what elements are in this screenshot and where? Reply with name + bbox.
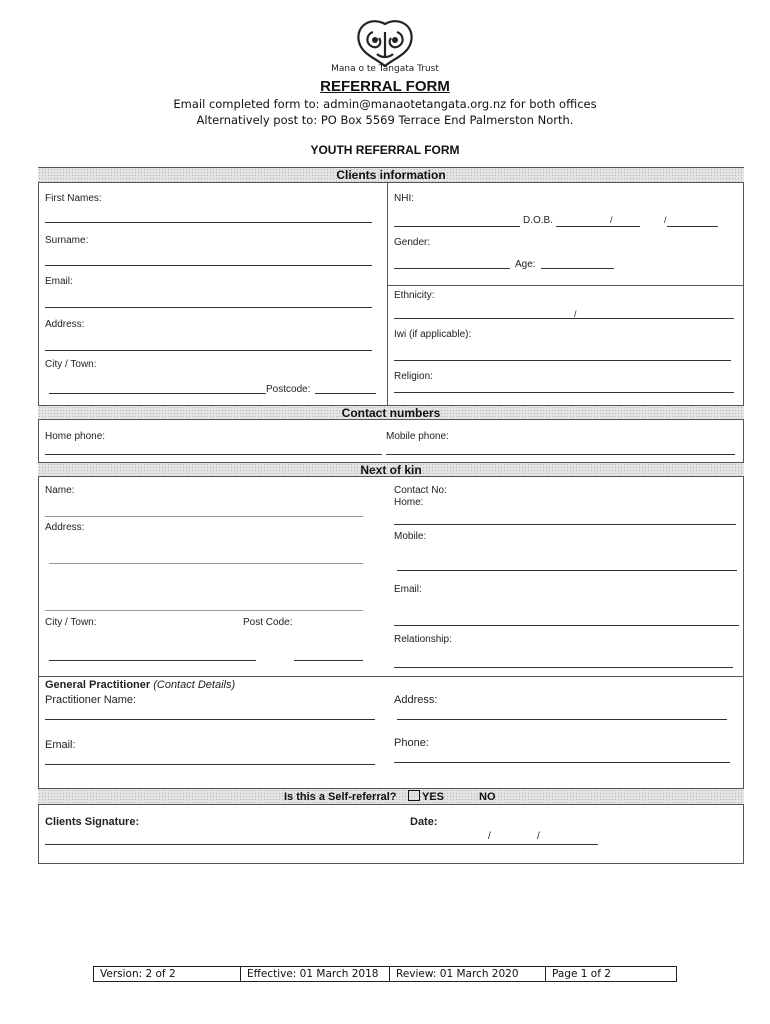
yes-label: YES — [422, 791, 445, 803]
ethnicity-slash: / — [574, 309, 577, 319]
home-phone-field[interactable] — [45, 454, 382, 455]
city-town-label: City / Town: — [45, 359, 97, 370]
first-names-label: First Names: — [45, 193, 102, 204]
kin-relationship-label: Relationship: — [394, 634, 452, 645]
gp-heading-note: (Contact Details) — [153, 679, 236, 691]
gp-phone-label: Phone: — [394, 737, 429, 749]
section-header-next-of-kin: Next of kin — [38, 462, 744, 477]
page-title: REFERRAL FORM — [320, 78, 450, 95]
footer-version: Version: 2 of 2 — [94, 967, 241, 981]
iwi-field[interactable] — [394, 360, 731, 361]
date-label: Date: — [410, 816, 438, 828]
footer-page: Page 1 of 2 — [552, 968, 611, 980]
dob-slash: / — [610, 215, 613, 225]
religion-label: Religion: — [394, 371, 433, 382]
kin-contact-no-label: Contact No: — [394, 485, 447, 496]
gp-heading-line — [45, 679, 235, 691]
home-phone-label: Home phone: — [45, 431, 106, 442]
kin-mobile-label: Mobile: — [394, 531, 427, 542]
ethnicity-label: Ethnicity: — [394, 290, 435, 301]
kin-post-code-field[interactable] — [294, 660, 363, 661]
nhi-label: NHI: — [394, 193, 414, 204]
email-label: Email: — [45, 276, 73, 287]
kin-relationship-field[interactable] — [394, 667, 733, 668]
ethnicity-field[interactable] — [394, 318, 734, 319]
gender-field[interactable] — [394, 268, 510, 269]
date-slash: / — [488, 831, 491, 842]
yes-checkbox[interactable] — [408, 790, 420, 801]
iwi-label: Iwi (if applicable): — [394, 329, 472, 340]
nhi-field[interactable] — [394, 226, 520, 227]
address-field[interactable] — [45, 350, 372, 351]
kin-name-label: Name: — [45, 485, 75, 496]
gp-address-field[interactable] — [397, 719, 727, 720]
kin-email-field[interactable] — [394, 625, 739, 626]
gp-email-field[interactable] — [45, 764, 375, 765]
kin-post-code-label: Post Code: — [243, 617, 293, 628]
row-divider — [387, 285, 744, 286]
gp-address-label: Address: — [394, 694, 438, 706]
kin-name-field[interactable] — [45, 516, 363, 517]
dob-year-field[interactable] — [667, 226, 718, 227]
self-referral-question: Is this a Self-referral? — [284, 791, 397, 803]
section-divider — [38, 676, 744, 677]
kin-home-label: Home: — [394, 497, 424, 508]
kin-address-field[interactable] — [49, 563, 363, 564]
kin-email-label: Email: — [394, 584, 422, 595]
post-instruction: Alternatively post to: PO Box 5569 Terrace End Palmerston North. — [196, 113, 574, 127]
section-header-contact-numbers: Contact numbers — [38, 405, 744, 420]
practitioner-name-label: Practitioner Name: — [45, 694, 137, 706]
gp-email-label: Email: — [45, 739, 76, 751]
city-town-field[interactable] — [49, 393, 266, 394]
religion-field[interactable] — [394, 392, 734, 393]
section-header-clients-information: Clients information — [38, 167, 744, 183]
dob-slash: / — [664, 215, 667, 225]
kin-address-label: Address: — [45, 522, 85, 533]
kin-city-town-label: City / Town: — [45, 617, 97, 628]
kin-city-town-field[interactable] — [49, 660, 256, 661]
clients-signature-label: Clients Signature: — [45, 816, 140, 828]
email-instruction: Email completed form to: admin@manaotetangata.org.nz for both offices — [173, 97, 597, 111]
org-name: Mana o te Tangata Trust — [331, 64, 439, 74]
first-names-field[interactable] — [45, 222, 372, 223]
kin-mobile-field[interactable] — [397, 570, 737, 571]
column-divider — [387, 183, 388, 405]
kin-home-phone-field[interactable] — [394, 524, 736, 525]
dob-day-month-field[interactable] — [556, 226, 640, 227]
kin-address-field-2[interactable] — [45, 610, 363, 611]
surname-label: Surname: — [45, 235, 89, 246]
form-title: YOUTH REFERRAL FORM — [310, 143, 460, 157]
postcode-field[interactable] — [315, 393, 376, 394]
self-referral-bar — [38, 788, 744, 805]
document-footer — [93, 966, 677, 982]
self-referral-no-label[interactable]: NO — [479, 791, 496, 803]
dob-label: D.O.B. — [523, 215, 554, 226]
postcode-label: Postcode: — [266, 384, 311, 395]
age-field[interactable] — [541, 268, 614, 269]
practitioner-name-field[interactable] — [45, 719, 375, 720]
gender-label: Gender: — [394, 237, 431, 248]
self-referral-yes-option[interactable] — [408, 789, 444, 805]
footer-effective: Effective: 01 March 2018 — [241, 967, 390, 981]
email-field[interactable] — [45, 307, 372, 308]
date-slash: / — [537, 831, 540, 842]
address-label: Address: — [45, 319, 85, 330]
surname-field[interactable] — [45, 265, 372, 266]
age-label: Age: — [515, 259, 536, 270]
footer-review: Review: 01 March 2020 — [390, 967, 546, 981]
gp-heading: General Practitioner — [45, 679, 151, 691]
gp-phone-field[interactable] — [394, 762, 730, 763]
mobile-phone-field[interactable] — [386, 454, 735, 455]
signature-date-field[interactable] — [45, 844, 598, 845]
mobile-phone-label: Mobile phone: — [386, 431, 449, 442]
